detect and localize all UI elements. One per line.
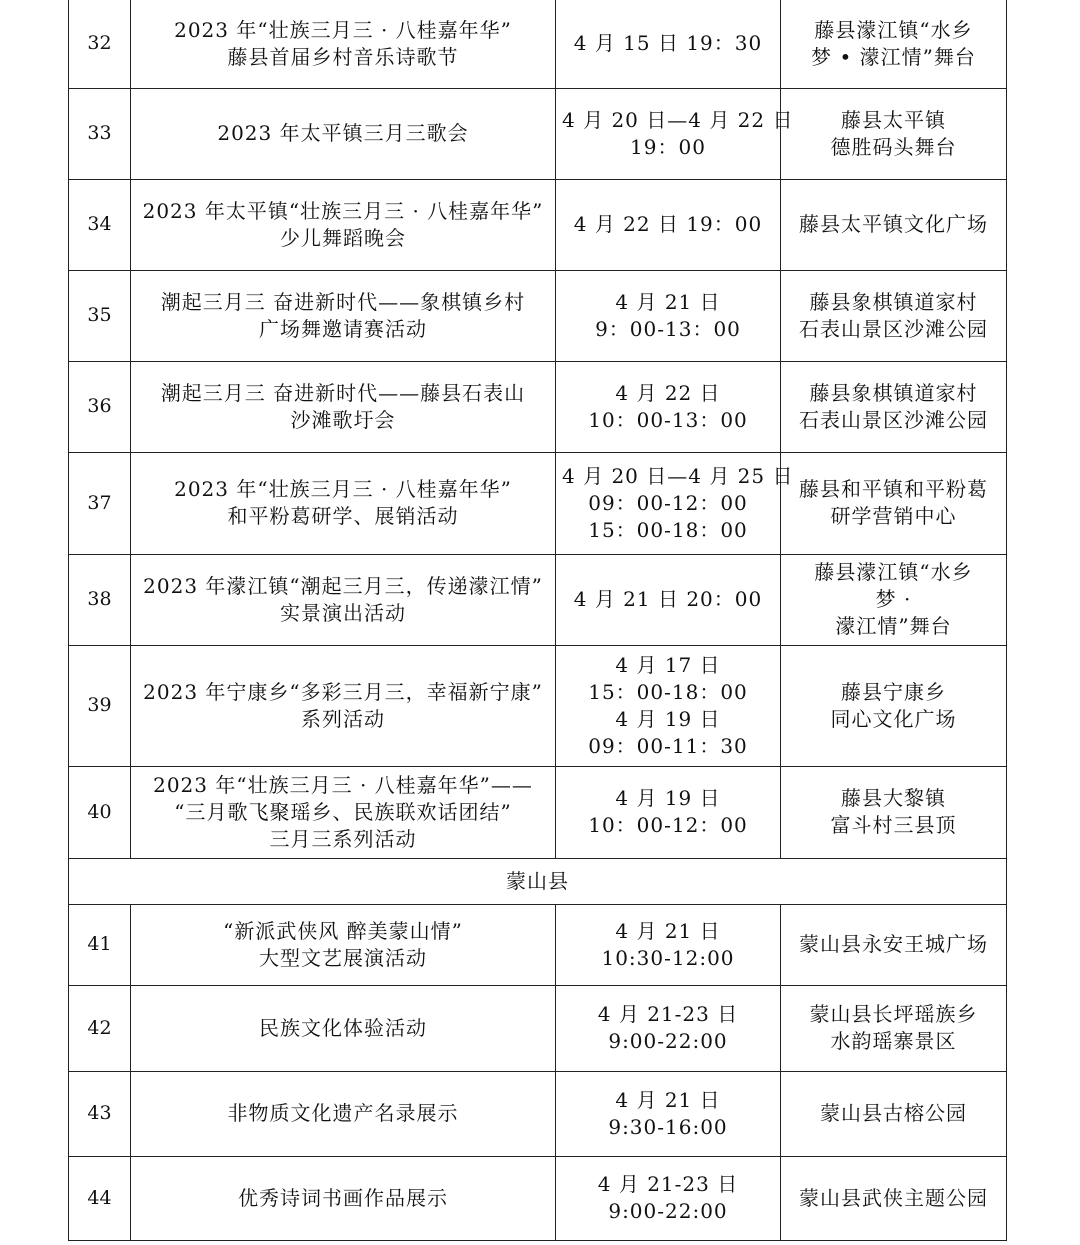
row-number: 36 <box>69 361 131 452</box>
event-place: 蒙山县武侠主题公园 <box>781 1156 1007 1240</box>
section-header-row <box>69 858 1007 904</box>
event-name: 2023 年太平镇三月三歌会 <box>131 88 556 179</box>
event-place: 藤县大黎镇 富斗村三县顶 <box>781 766 1007 858</box>
table-row <box>69 88 1007 179</box>
event-time: 4 月 21 日 10:30-12:00 <box>556 904 781 985</box>
row-number: 42 <box>69 985 131 1071</box>
row-number: 35 <box>69 270 131 361</box>
event-name: 潮起三月三 奋进新时代——藤县石表山 沙滩歌圩会 <box>131 361 556 452</box>
event-time: 4 月 22 日 19：00 <box>556 179 781 270</box>
event-place: 藤县宁康乡 同心文化广场 <box>781 645 1007 766</box>
event-name: “新派武侠风 醉美蒙山情” 大型文艺展演活动 <box>131 904 556 985</box>
event-time: 4 月 21 日 9：00-13：00 <box>556 270 781 361</box>
event-place: 藤县象棋镇道家村 石表山景区沙滩公园 <box>781 270 1007 361</box>
row-number: 44 <box>69 1156 131 1240</box>
event-place: 藤县太平镇 德胜码头舞台 <box>781 88 1007 179</box>
table-row <box>69 0 1007 88</box>
event-time: 4 月 15 日 19：30 <box>556 0 781 88</box>
event-time: 4 月 17 日 15：00-18：00 4 月 19 日 09：00-11：30 <box>556 645 781 766</box>
event-name: 潮起三月三 奋进新时代——象棋镇乡村 广场舞邀请赛活动 <box>131 270 556 361</box>
table-row <box>69 554 1007 645</box>
event-time: 4 月 19 日 10：00-12：00 <box>556 766 781 858</box>
event-name: 非物质文化遗产名录展示 <box>131 1071 556 1156</box>
table-row <box>69 361 1007 452</box>
event-time: 4 月 22 日 10：00-13：00 <box>556 361 781 452</box>
row-number: 32 <box>69 0 131 88</box>
row-number: 41 <box>69 904 131 985</box>
event-name: 优秀诗词书画作品展示 <box>131 1156 556 1240</box>
table-row <box>69 1071 1007 1156</box>
event-place: 藤县太平镇文化广场 <box>781 179 1007 270</box>
table-row <box>69 270 1007 361</box>
event-name: 2023 年“壮族三月三 · 八桂嘉年华” 藤县首届乡村音乐诗歌节 <box>131 0 556 88</box>
event-time: 4 月 21-23 日 9:00-22:00 <box>556 1156 781 1240</box>
table-row <box>69 645 1007 766</box>
row-number: 40 <box>69 766 131 858</box>
table-row <box>69 1156 1007 1240</box>
row-number: 43 <box>69 1071 131 1156</box>
row-number: 34 <box>69 179 131 270</box>
event-place: 蒙山县古榕公园 <box>781 1071 1007 1156</box>
event-place: 藤县象棋镇道家村 石表山景区沙滩公园 <box>781 361 1007 452</box>
events-table <box>68 0 1007 1241</box>
event-place: 藤县濛江镇“水乡 梦 • 濛江情”舞台 <box>781 0 1007 88</box>
event-place: 藤县和平镇和平粉葛 研学营销中心 <box>781 452 1007 554</box>
event-name: 2023 年宁康乡“多彩三月三，幸福新宁康” 系列活动 <box>131 645 556 766</box>
event-time: 4 月 21 日 9:30-16:00 <box>556 1071 781 1156</box>
event-time: 4 月 21-23 日 9:00-22:00 <box>556 985 781 1071</box>
event-name: 2023 年太平镇“壮族三月三 · 八桂嘉年华” 少儿舞蹈晚会 <box>131 179 556 270</box>
event-name: 2023 年濛江镇“潮起三月三，传递濛江情” 实景演出活动 <box>131 554 556 645</box>
event-place: 藤县濛江镇“水乡 梦 · 濛江情”舞台 <box>781 554 1007 645</box>
table-row <box>69 766 1007 858</box>
row-number: 38 <box>69 554 131 645</box>
event-place: 蒙山县永安王城广场 <box>781 904 1007 985</box>
event-time: 4 月 21 日 20：00 <box>556 554 781 645</box>
event-time: 4 月 20 日—4 月 22 日 19：00 <box>556 88 781 179</box>
row-number: 37 <box>69 452 131 554</box>
table-row <box>69 179 1007 270</box>
event-name: 2023 年“壮族三月三 · 八桂嘉年华”—— “三月歌飞聚瑶乡、民族联欢话团结” 三月三系列活动 <box>131 766 556 858</box>
event-name: 2023 年“壮族三月三 · 八桂嘉年华” 和平粉葛研学、展销活动 <box>131 452 556 554</box>
section-title: 蒙山县 <box>69 858 1007 904</box>
row-number: 33 <box>69 88 131 179</box>
table-row <box>69 904 1007 985</box>
table-row <box>69 985 1007 1071</box>
row-number: 39 <box>69 645 131 766</box>
event-place: 蒙山县长坪瑶族乡 水韵瑶寨景区 <box>781 985 1007 1071</box>
event-time: 4 月 20 日—4 月 25 日 09：00-12：00 15：00-18：00 <box>556 452 781 554</box>
event-name: 民族文化体验活动 <box>131 985 556 1071</box>
table-row <box>69 452 1007 554</box>
